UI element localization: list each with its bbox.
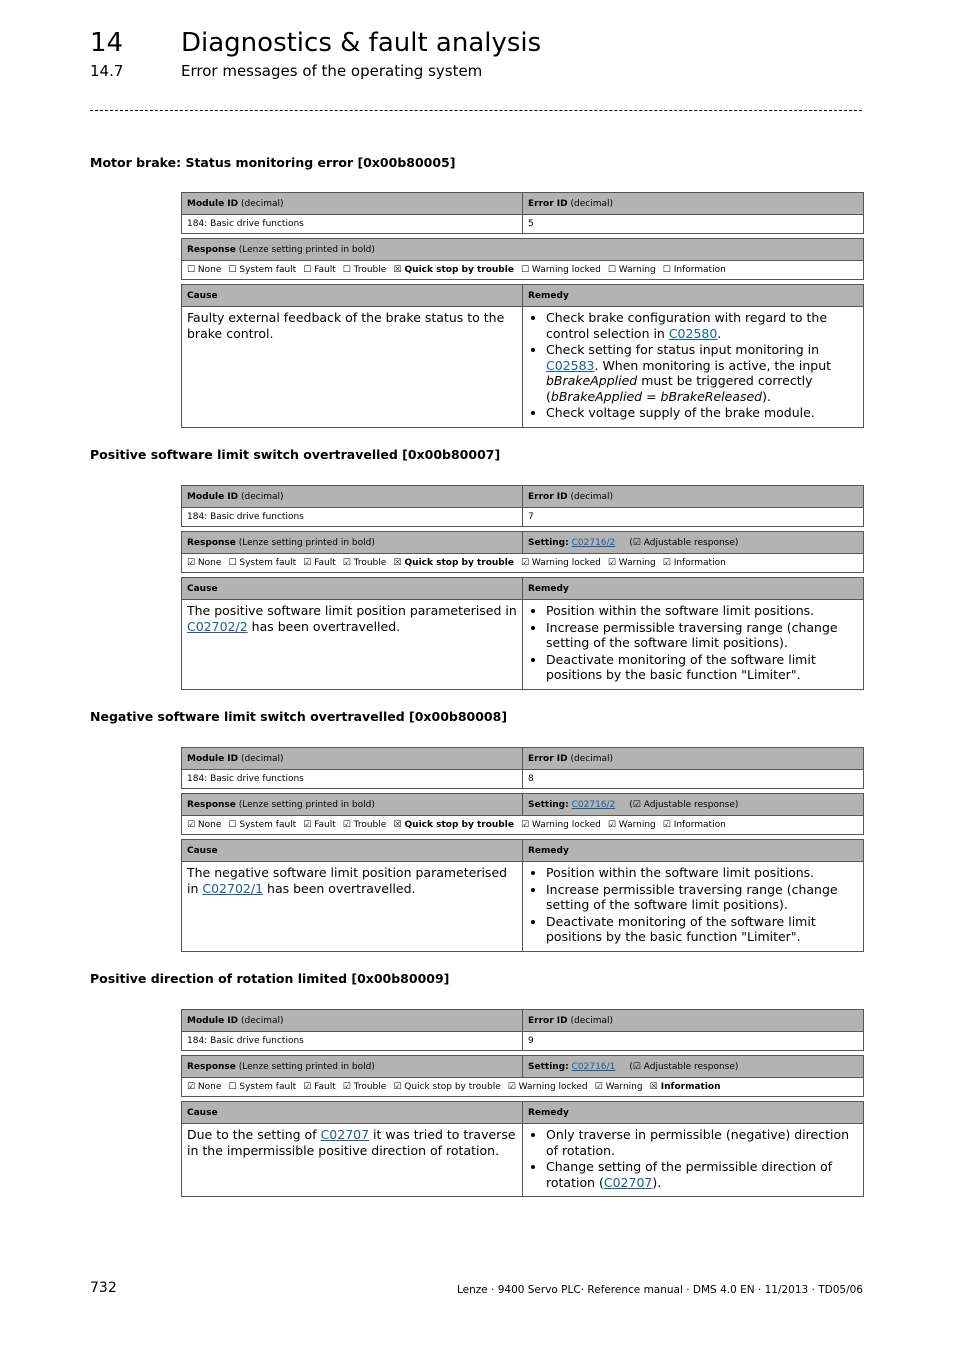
cause-remedy-table (181, 284, 864, 428)
label-response: Response (187, 244, 236, 255)
response-header (182, 239, 864, 261)
response-option: ☑ Quick stop by trouble (393, 1082, 501, 1092)
remedy-text: Position within the software limit positions. (546, 603, 815, 618)
response-options (182, 1078, 864, 1097)
response-option: ☒ Quick stop by trouble (393, 558, 514, 568)
remedy-item (546, 620, 858, 651)
remedy-item (546, 1159, 858, 1190)
remedy-text: ). (762, 388, 771, 404)
cause-text: Due to the setting of (187, 1127, 321, 1142)
error-heading: Negative software limit switch overtravelled [0x00b80008] (90, 709, 508, 724)
remedy-item (546, 405, 858, 421)
remedy-item (546, 310, 858, 341)
response-option: ☑ Trouble (342, 820, 387, 830)
label-suffix: (decimal) (241, 491, 284, 502)
remedy-item (546, 342, 858, 404)
response-options (182, 816, 864, 835)
cause-text: has been overtravelled. (263, 880, 416, 896)
module-id-value: 184: Basic drive functions (182, 770, 523, 789)
remedy-header: Remedy (523, 578, 864, 600)
section-title: Error messages of the operating system (181, 62, 483, 80)
label-suffix: (decimal) (241, 198, 284, 209)
remedy-item (546, 1127, 858, 1158)
remedy-text: Increase permissible traversing range (change setting of the software limit positions). (546, 881, 838, 912)
response-option: ☑ Fault (303, 1082, 336, 1092)
remedy-text: Deactivate monitoring of the software limit positions by the basic function "Limiter". (546, 651, 816, 682)
error-block (181, 747, 863, 956)
response-option: ☑ Warning (607, 820, 656, 830)
error-block (181, 485, 863, 694)
id-table (181, 1009, 864, 1051)
error-id-value: 8 (523, 770, 864, 789)
label-suffix: (decimal) (241, 1015, 284, 1026)
remedy-cell (523, 862, 864, 952)
id-table (181, 747, 864, 789)
error-block (181, 192, 863, 432)
label-response: Response (187, 1061, 236, 1072)
response-option: ☑ None (187, 558, 222, 568)
response-option: ☐ Trouble (342, 265, 387, 275)
label-setting: Setting: (528, 799, 569, 810)
remedy-text: Check brake configuration with regard to the control selection in (546, 310, 828, 341)
remedy-item (546, 652, 858, 683)
header-divider (90, 110, 862, 111)
remedy-link[interactable]: C02707 (603, 1174, 653, 1190)
setting-link[interactable]: C02716/2 (571, 799, 616, 810)
response-table (181, 531, 864, 573)
remedy-text: Check voltage supply of the brake module. (546, 405, 815, 420)
module-id-header (182, 748, 523, 770)
cause-cell (182, 307, 523, 428)
section-number: 14.7 (90, 62, 124, 80)
response-option: ☑ Warning locked (520, 820, 601, 830)
response-option: ☒ Information (649, 1082, 721, 1092)
setting-link[interactable]: C02716/2 (571, 537, 616, 548)
label-error-id: Error ID (528, 753, 568, 764)
cause-remedy-table (181, 577, 864, 690)
remedy-text: . (717, 325, 722, 341)
remedy-link[interactable]: C02583 (546, 357, 595, 373)
remedy-item (546, 603, 858, 619)
response-option: ☑ Information (662, 558, 726, 568)
error-id-value: 5 (523, 215, 864, 234)
cause-text: The positive software limit position parameterised in (187, 603, 517, 618)
remedy-header: Remedy (523, 1102, 864, 1124)
module-id-value: 184: Basic drive functions (182, 215, 523, 234)
adjustable-note: (☑ Adjustable response) (629, 799, 739, 810)
label-setting: Setting: (528, 537, 569, 548)
response-option: ☑ Fault (303, 558, 336, 568)
cause-link[interactable]: C02702/2 (187, 618, 248, 634)
response-option: ☑ Warning (594, 1082, 643, 1092)
response-option: ☒ Quick stop by trouble (393, 820, 514, 830)
response-option: ☐ System fault (228, 558, 297, 568)
response-option: ☑ None (187, 820, 222, 830)
cause-remedy-table (181, 839, 864, 952)
label-suffix: (Lenze setting printed in bold) (238, 1061, 375, 1072)
error-id-header (523, 1010, 864, 1032)
module-id-header (182, 486, 523, 508)
response-options (182, 554, 864, 573)
cause-header: Cause (182, 1102, 523, 1124)
remedy-text: ). (652, 1174, 662, 1190)
remedy-header: Remedy (523, 285, 864, 307)
cause-text: Faulty external feedback of the brake status to the brake control. (187, 310, 505, 341)
remedy-header: Remedy (523, 840, 864, 862)
remedy-cell (523, 1124, 864, 1197)
label-module-id: Module ID (187, 1015, 239, 1026)
remedy-list (528, 603, 858, 683)
response-table (181, 1055, 864, 1097)
error-id-header (523, 486, 864, 508)
response-option: ☑ Warning locked (507, 1082, 588, 1092)
module-id-header (182, 1010, 523, 1032)
response-option: ☒ Quick stop by trouble (393, 265, 514, 275)
response-option: ☐ Warning (607, 265, 656, 275)
adjustable-note: (☑ Adjustable response) (629, 1061, 739, 1072)
setting-header (523, 794, 864, 816)
cause-text: has been overtravelled. (247, 618, 401, 634)
response-option: ☐ System fault (228, 820, 297, 830)
error-heading: Motor brake: Status monitoring error [0x00b80005] (90, 155, 456, 170)
remedy-text: = (642, 388, 661, 404)
remedy-text: Increase permissible traversing range (change setting of the software limit positions). (546, 619, 838, 650)
error-id-value: 9 (523, 1032, 864, 1051)
cause-text: The negative software limit position parameterised in (187, 865, 508, 896)
response-header (182, 532, 523, 554)
error-heading: Positive software limit switch overtravelled [0x00b80007] (90, 447, 501, 462)
response-option: ☐ Information (662, 265, 726, 275)
response-option: ☑ Warning (607, 558, 656, 568)
response-option: ☐ None (187, 265, 222, 275)
label-error-id: Error ID (528, 1015, 568, 1026)
module-id-header (182, 193, 523, 215)
label-suffix: (decimal) (570, 491, 613, 502)
cause-link[interactable]: C02702/1 (202, 880, 264, 896)
remedy-text: Deactivate monitoring of the software limit positions by the basic function "Limiter". (546, 913, 816, 944)
cause-header: Cause (182, 285, 523, 307)
module-id-value: 184: Basic drive functions (182, 508, 523, 527)
response-option: ☑ Fault (303, 820, 336, 830)
remedy-text: Position within the software limit positions. (546, 865, 815, 880)
document-info: Lenze · 9400 Servo PLC· Reference manual · DMS 4.0 EN · 11/2013 · TD05/06 (456, 1284, 863, 1296)
label-error-id: Error ID (528, 198, 568, 209)
cause-cell (182, 862, 523, 952)
response-option: ☑ Information (662, 820, 726, 830)
error-block (181, 1009, 863, 1201)
cause-cell (182, 1124, 523, 1197)
cause-link[interactable]: C02707 (320, 1127, 370, 1142)
remedy-signal: bBrakeApplied (550, 388, 643, 404)
response-option: ☑ None (187, 1082, 222, 1092)
remedy-text: Change setting of the permissible direction of rotation ( (546, 1159, 833, 1190)
setting-header (523, 532, 864, 554)
label-suffix: (decimal) (241, 753, 284, 764)
remedy-link[interactable]: C02580 (668, 325, 718, 341)
id-table (181, 192, 864, 234)
label-response: Response (187, 799, 236, 810)
response-table (181, 793, 864, 835)
remedy-text: . When monitoring is active, the input (594, 357, 832, 373)
remedy-item (546, 882, 858, 913)
error-heading: Positive direction of rotation limited [0x00b80009] (90, 971, 450, 986)
cause-header: Cause (182, 840, 523, 862)
setting-link[interactable]: C02716/1 (571, 1061, 616, 1072)
adjustable-note: (☑ Adjustable response) (629, 537, 739, 548)
label-module-id: Module ID (187, 491, 239, 502)
error-id-value: 7 (523, 508, 864, 527)
label-suffix: (decimal) (570, 1015, 613, 1026)
id-table (181, 485, 864, 527)
response-option: ☑ Trouble (342, 1082, 387, 1092)
label-setting: Setting: (528, 1061, 569, 1072)
label-suffix: (Lenze setting printed in bold) (238, 244, 375, 255)
label-module-id: Module ID (187, 198, 239, 209)
remedy-text: must be triggered correctly ( (546, 373, 813, 404)
remedy-text: Check setting for status input monitoring in (546, 342, 820, 357)
response-header (182, 1056, 523, 1078)
remedy-signal: bBrakeReleased (660, 388, 763, 404)
cause-remedy-table (181, 1101, 864, 1197)
cause-cell (182, 600, 523, 690)
response-header (182, 794, 523, 816)
remedy-text: Only traverse in permissible (negative) direction of rotation. (546, 1127, 850, 1158)
response-option: ☑ Trouble (342, 558, 387, 568)
module-id-value: 184: Basic drive functions (182, 1032, 523, 1051)
response-option: ☐ System fault (228, 1082, 297, 1092)
chapter-title: Diagnostics & fault analysis (181, 28, 542, 58)
remedy-item (546, 865, 858, 881)
chapter-number: 14 (90, 28, 124, 58)
remedy-signal: bBrakeApplied (546, 373, 638, 388)
label-suffix: (Lenze setting printed in bold) (238, 799, 375, 810)
remedy-list (528, 310, 858, 421)
label-response: Response (187, 537, 236, 548)
response-options (182, 261, 864, 280)
response-option: ☐ Warning locked (520, 265, 601, 275)
label-suffix: (Lenze setting printed in bold) (238, 537, 375, 548)
error-id-header (523, 193, 864, 215)
label-module-id: Module ID (187, 753, 239, 764)
response-table (181, 238, 864, 280)
response-option: ☐ Fault (303, 265, 336, 275)
label-suffix: (decimal) (570, 198, 613, 209)
remedy-list (528, 1127, 858, 1190)
response-option: ☑ Warning locked (520, 558, 601, 568)
label-suffix: (decimal) (570, 753, 613, 764)
error-id-header (523, 748, 864, 770)
page-number: 732 (90, 1280, 117, 1296)
remedy-item (546, 914, 858, 945)
setting-header (523, 1056, 864, 1078)
cause-text: it was tried to traverse in the impermissible positive direction of rotation. (187, 1127, 516, 1158)
remedy-cell (523, 307, 864, 428)
response-option: ☐ System fault (228, 265, 297, 275)
label-error-id: Error ID (528, 491, 568, 502)
remedy-list (528, 865, 858, 945)
cause-header: Cause (182, 578, 523, 600)
remedy-cell (523, 600, 864, 690)
